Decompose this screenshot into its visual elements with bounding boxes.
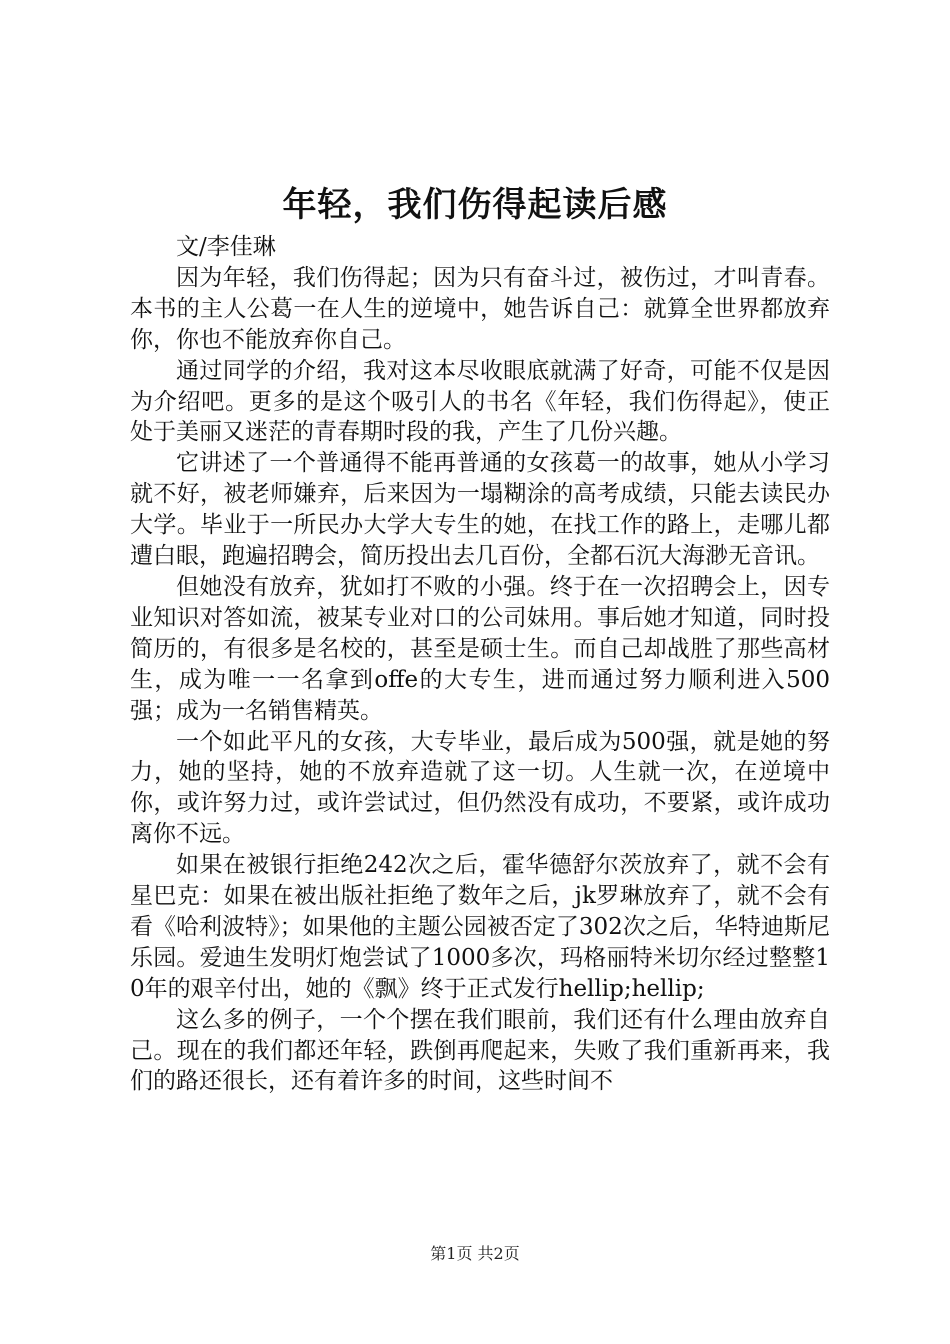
paragraph-6: 如果在被银行拒绝242次之后，霍华德舒尔茨放弃了，就不会有星巴克：如果在被出版社拒绝了数年之后，jk罗琳放弃了，就不会有看《哈利波特》；如果他的主题公园被否定了302次之后，华特迪斯尼乐园。爱迪生发明灯炮尝试了1000多次，玛格丽特米切尔经过整整10年的艰辛付出，她的《飘》终于正式发行hellip;hellip; bbox=[130, 852, 830, 1002]
paragraph-7: 这么多的例子，一个个摆在我们眼前，我们还有什么理由放弃自己。现在的我们都还年轻，跌倒再爬起来，失败了我们重新再来，我们的路还很长，还有着许多的时间，这些时间不 bbox=[130, 1006, 830, 1095]
page-footer: 第1页 共2页 bbox=[430, 1244, 520, 1263]
author-line: 文/李佳琳 bbox=[176, 234, 276, 260]
paragraph-1: 因为年轻，我们伤得起；因为只有奋斗过，被伤过，才叫青春。本书的主人公葛一在人生的逆境中，她告诉自己：就算全世界都放弃你，你也不能放弃你自己。 bbox=[130, 264, 830, 353]
paragraph-4: 但她没有放弃，犹如打不败的小强。终于在一次招聘会上，因专业知识对答如流，被某专业对口的公司妹用。事后她才知道，同时投简历的，有很多是名校的，甚至是硕士生。而自己却战胜了那些高材生，成为唯一一名拿到offe的大专生，进而通过努力顺利进入500强；成为一名销售精英。 bbox=[130, 573, 830, 724]
paragraph-2: 通过同学的介绍，我对这本尽收眼底就满了好奇，可能不仅是因为介绍吧。更多的是这个吸引人的书名《年轻，我们伤得起》，使正处于美丽又迷茫的青春期时段的我，产生了几份兴趣。 bbox=[130, 357, 830, 446]
paragraph-3: 它讲述了一个普通得不能再普通的女孩葛一的故事，她从小学习就不好，被老师嫌弃，后来因为一塌糊涂的高考成绩，只能去读民办大学。毕业于一所民办大学大专生的她，在找工作的路上，走哪儿都遭白眼，跑遍招聘会，简历投出去几百份，全都石沉大海渺无音讯。 bbox=[130, 450, 830, 570]
document-title: 年轻，我们伤得起读后感 bbox=[282, 185, 668, 225]
paragraph-5: 一个如此平凡的女孩，大专毕业，最后成为500强，就是她的努力，她的坚持，她的不放弃造就了这一切。人生就一次，在逆境中你，或许努力过，或许尝试过，但仍然没有成功，不要紧，或许成功离你不远。 bbox=[130, 728, 830, 848]
document-body bbox=[130, 232, 830, 1097]
